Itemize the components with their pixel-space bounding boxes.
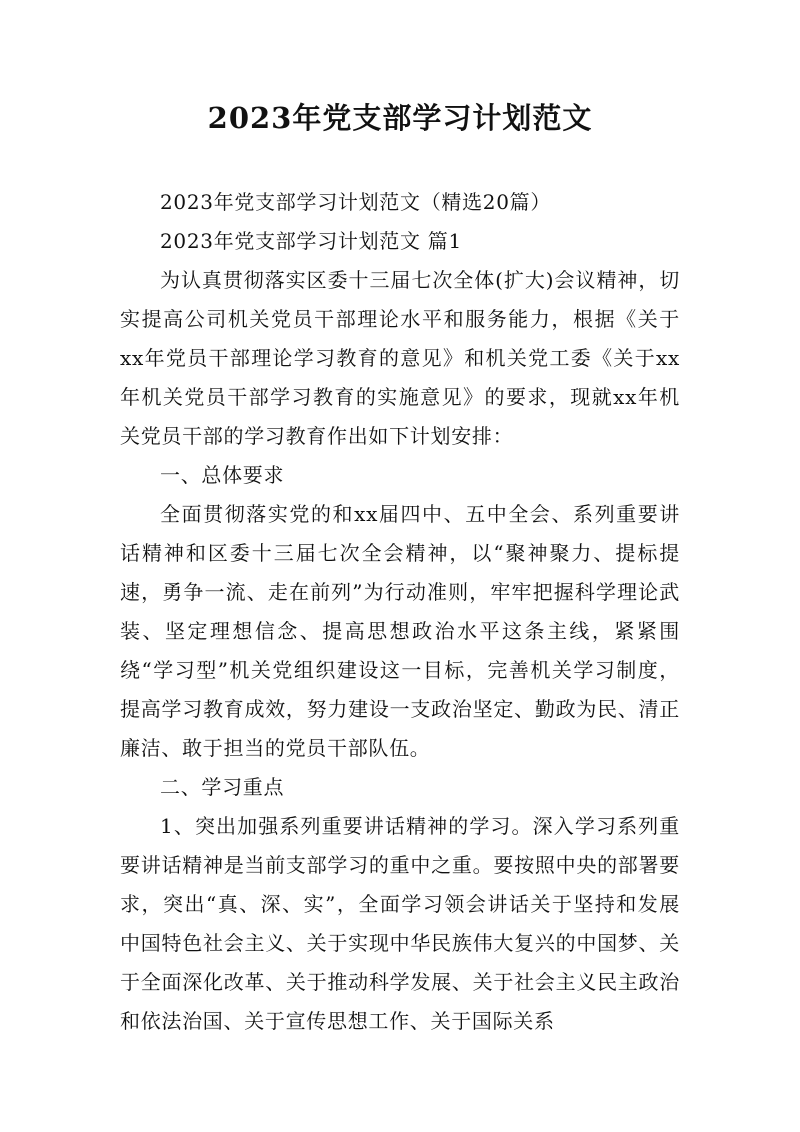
paragraph-study-focus-1: 1、突出加强系列重要讲话精神的学习。深入学习系列重要讲话精神是当前支部学习的重中之重。要按照中央的部署要求，突出“真、深、实”，全面学习领会讲话关于坚持和发展中国特色社会主义、关于实现中华民族伟大复兴的中国梦、关于全面深化改革、关于推动科学发展、关于社会主义民主政治和依法治国、关于宣传思想工作、关于国际关系 [120, 814, 680, 1033]
paragraph-section-heading: 2023年党支部学习计划范文 篇1 [160, 229, 462, 253]
paragraph-subtitle: 2023年党支部学习计划范文（精选20篇） [160, 190, 552, 214]
document-title: 2023年党支部学习计划范文 [207, 101, 593, 135]
heading-study-focus: 二、学习重点 [160, 775, 285, 799]
paragraph-general-requirements: 全面贯彻落实党的和xx届四中、五中全会、系列重要讲话精神和区委十三届七次全会精神，以“聚神聚力、提标提速，勇争一流、走在前列”为行动准则，牢牢把握科学理论武装、坚定理想信念、提高思想政治水平这条主线，紧紧围绕“学习型”机关党组织建设这一目标，完善机关学习制度，提高学习教育成效，努力建设一支政治坚定、勤政为民、清正廉洁、敢于担当的党员干部队伍。 [120, 502, 680, 760]
heading-general-requirements: 一、总体要求 [160, 463, 285, 487]
document-body [120, 183, 680, 1041]
paragraph-intro: 为认真贯彻落实区委十三届七次全体(扩大)会议精神，切实提高公司机关党员干部理论水平和服务能力，根据《关于xx年党员干部理论学习教育的意见》和机关党工委《关于xx年机关党员干部学习教育的实施意见》的要求，现就xx年机关党员干部的学习教育作出如下计划安排： [120, 268, 680, 448]
